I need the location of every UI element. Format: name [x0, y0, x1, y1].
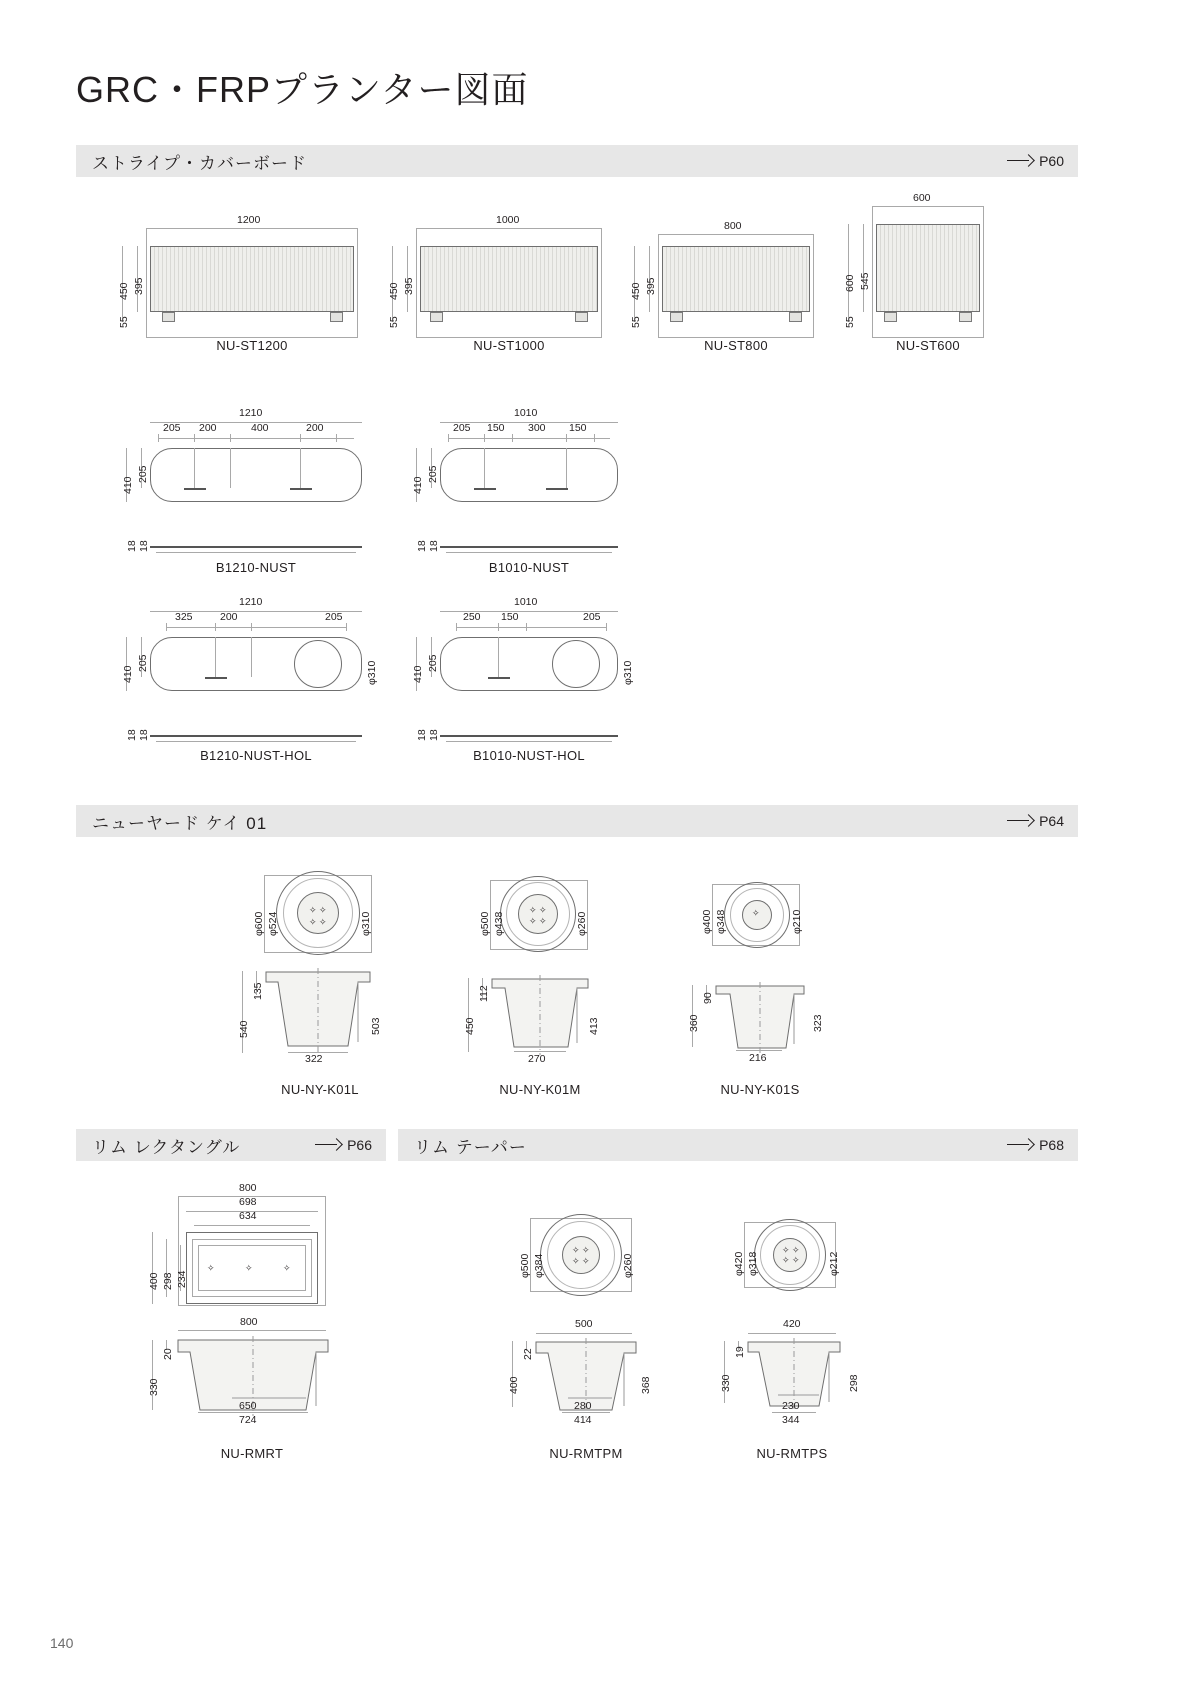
arrow-right-icon — [1007, 1140, 1033, 1150]
dim-540: 540 — [238, 1020, 250, 1038]
dim-height-55: 55 — [388, 316, 400, 328]
arrow-right-icon — [315, 1140, 341, 1150]
figure-caption: B1210-NUST — [215, 560, 297, 575]
dim-200: 200 — [220, 611, 238, 623]
dim-230: 230 — [782, 1400, 800, 1412]
page-title: GRC・FRPプランター図面 — [76, 69, 529, 110]
figure-caption: NU-NY-K01M — [499, 1082, 581, 1097]
dim-414: 414 — [574, 1414, 592, 1426]
section-profile — [262, 968, 374, 1058]
figure-caption: B1010-NUST-HOL — [473, 748, 585, 763]
dim-205v: 205 — [427, 654, 439, 672]
dim-150: 150 — [501, 611, 519, 623]
section-header-rim-taper — [398, 1129, 1078, 1161]
dim-18a: 18 — [416, 729, 428, 741]
dim-410: 410 — [412, 665, 424, 683]
dim-width: 600 — [913, 192, 931, 204]
dim-22: 22 — [522, 1348, 534, 1360]
dim-410: 410 — [412, 476, 424, 494]
dim-368: 368 — [640, 1376, 652, 1394]
dim-650: 650 — [239, 1400, 257, 1412]
dim-135: 135 — [252, 982, 264, 1000]
dim-503: 503 — [370, 1017, 382, 1035]
dim-634: 634 — [239, 1210, 257, 1222]
section-header-rim-rectangle — [76, 1129, 386, 1161]
dim-height-600: 600 — [844, 274, 856, 292]
dim-400: 400 — [251, 422, 269, 434]
dim-phi500: φ500 — [519, 1253, 531, 1278]
dim-724: 724 — [239, 1414, 257, 1426]
dim-phi500: φ500 — [479, 911, 491, 936]
dim-phi212: φ212 — [828, 1251, 840, 1276]
dim-phi384: φ384 — [533, 1253, 545, 1278]
arrow-right-icon — [1007, 816, 1033, 826]
dim-205: 205 — [325, 611, 343, 623]
dim-216: 216 — [749, 1052, 767, 1064]
dim-phi310: φ310 — [622, 660, 634, 685]
page-ref-label: P66 — [347, 1137, 372, 1153]
dim-205v: 205 — [137, 465, 149, 483]
dim-width: 800 — [724, 220, 742, 232]
dim-phi420: φ420 — [733, 1251, 745, 1276]
figure-caption: NU-RMTPM — [549, 1446, 623, 1461]
dim-1010: 1010 — [514, 596, 538, 608]
dim-height-55: 55 — [630, 316, 642, 328]
page-ref-label: P68 — [1039, 1137, 1064, 1153]
figure-caption: NU-ST800 — [704, 338, 768, 353]
dim-250: 250 — [463, 611, 481, 623]
dim-90: 90 — [702, 992, 714, 1004]
dim-phi310: φ310 — [366, 660, 378, 685]
page-number: 140 — [50, 1635, 74, 1651]
dim-112: 112 — [478, 985, 490, 1002]
dim-270: 270 — [528, 1053, 546, 1065]
dim-205: 205 — [163, 422, 181, 434]
dim-height-450: 450 — [118, 282, 130, 300]
dim-150a: 150 — [487, 422, 505, 434]
dim-height-395: 395 — [645, 277, 657, 295]
dim-200b: 200 — [306, 422, 324, 434]
dim-360: 360 — [688, 1014, 700, 1032]
dim-height-395: 395 — [133, 277, 145, 295]
dim-400: 400 — [508, 1376, 520, 1394]
dim-1010: 1010 — [514, 407, 538, 419]
dim-19: 19 — [734, 1346, 746, 1358]
section-title: リム レクタングル — [92, 1137, 241, 1157]
figure-caption: B1010-NUST — [488, 560, 570, 575]
dim-205v: 205 — [137, 654, 149, 672]
dim-1210: 1210 — [239, 596, 263, 608]
figure-caption: NU-NY-K01L — [281, 1082, 359, 1097]
figure-caption: B1210-NUST-HOL — [200, 748, 312, 763]
dim-280: 280 — [574, 1400, 592, 1412]
figure-caption: NU-ST600 — [896, 338, 960, 353]
dim-410: 410 — [122, 476, 134, 494]
dim-298: 298 — [162, 1272, 174, 1290]
dim-323: 323 — [812, 1014, 824, 1032]
dim-height-450: 450 — [388, 282, 400, 300]
dim-width: 1000 — [496, 214, 520, 226]
section-profile — [488, 975, 592, 1057]
dim-400: 400 — [148, 1272, 160, 1290]
dim-800: 800 — [239, 1182, 257, 1194]
arrow-right-icon — [1007, 156, 1033, 166]
dim-330: 330 — [148, 1378, 160, 1396]
section-header-new-yard-kei-01 — [76, 805, 1078, 837]
section-title: ニューヤード ケイ 01 — [92, 813, 268, 833]
dim-1210: 1210 — [239, 407, 263, 419]
dim-150b: 150 — [569, 422, 587, 434]
section-title: ストライプ・カバーボード — [92, 153, 307, 173]
dim-330: 330 — [720, 1374, 732, 1392]
dim-205: 205 — [583, 611, 601, 623]
dim-18a: 18 — [416, 540, 428, 552]
dim-18a: 18 — [126, 729, 138, 741]
dim-800b: 800 — [240, 1316, 258, 1328]
dim-20: 20 — [162, 1348, 174, 1360]
catalog-page: GRC・FRPプランター図面 ストライプ・カバーボード P60 1200 450 395 55 NU-ST1200 1000 450 395 55 NU-ST1000 800 450 395 55 NU-ST800 600 600 545 55 NU-ST600 1210 205 200 400 200 410 205 18 18 B1210-NUST 1010 205 150 300 150 410 205 18 18 B1010-NUST 1210 325 200 205 410 205 φ310 18 18 B1210-NUST-HOL 1010 250 150 205 410 205 φ310 18 18 B1010-NUST-HOL ニューヤード ケイ 01 P64 ✧ ✧ ✧ ✧ φ600 φ524 φ310 540 135 503 322 NU-NY-K01L ✧ ✧ ✧ ✧ φ500 φ438 φ260 450 112 413 270 NU-NY-K01M ✧ φ400 φ348 φ210 360 90 323 216 NU-NY-K01S リム レクタングル P66 リム テーパー P68 800 698 634 ✧ ✧ ✧ 400 298 234 800 330 20 650 724 NU-RMRT ✧ ✧ ✧ ✧ φ500 φ384 φ260 500 400 22 368 280 414 NU-RMTPM ✧ ✧ ✧ ✧ φ420 φ318 φ212 420 330 19 298 230 344 NU-RMTPS 140 — [0, 0, 1200, 1697]
section-page-ref[interactable] — [1007, 153, 1064, 169]
section-header-stripe-coverboard — [76, 145, 1078, 177]
dim-450: 450 — [464, 1017, 476, 1035]
dim-phi210: φ210 — [791, 909, 803, 934]
figure-caption: NU-NY-K01S — [720, 1082, 800, 1097]
dim-420: 420 — [783, 1318, 801, 1330]
figure-caption: NU-ST1000 — [473, 338, 545, 353]
dim-325: 325 — [175, 611, 193, 623]
section-page-ref[interactable] — [315, 1137, 372, 1153]
dim-234: 234 — [176, 1270, 188, 1288]
section-page-ref[interactable] — [1007, 1137, 1064, 1153]
section-profile — [712, 982, 808, 1056]
dim-500: 500 — [575, 1318, 593, 1330]
dim-18b: 18 — [428, 540, 440, 552]
dim-410: 410 — [122, 665, 134, 683]
dim-205v: 205 — [427, 465, 439, 483]
dim-phi348: φ348 — [715, 909, 727, 934]
section-title: リム テーパー — [414, 1137, 527, 1157]
page-ref-label: P64 — [1039, 813, 1064, 829]
dim-698: 698 — [239, 1196, 257, 1208]
dim-18b: 18 — [138, 540, 150, 552]
dim-height-55: 55 — [844, 316, 856, 328]
dim-height-545: 545 — [859, 272, 871, 290]
figure-caption: NU-RMTPS — [756, 1446, 828, 1461]
dim-phi438: φ438 — [493, 911, 505, 936]
dim-phi260: φ260 — [576, 911, 588, 936]
dim-205: 205 — [453, 422, 471, 434]
dim-height-55: 55 — [118, 316, 130, 328]
dim-phi524: φ524 — [267, 911, 279, 936]
figure-caption: NU-ST1200 — [216, 338, 288, 353]
dim-height-450: 450 — [630, 282, 642, 300]
dim-width: 1200 — [237, 214, 261, 226]
dim-phi310: φ310 — [360, 911, 372, 936]
dim-322: 322 — [305, 1053, 323, 1065]
figure-caption: NU-RMRT — [220, 1446, 284, 1461]
dim-298: 298 — [848, 1374, 860, 1392]
dim-phi600: φ600 — [253, 911, 265, 936]
dim-height-395: 395 — [403, 277, 415, 295]
dim-344: 344 — [782, 1414, 800, 1426]
dim-18b: 18 — [428, 729, 440, 741]
dim-18a: 18 — [126, 540, 138, 552]
dim-phi260: φ260 — [622, 1253, 634, 1278]
dim-phi318: φ318 — [747, 1251, 759, 1276]
dim-200a: 200 — [199, 422, 217, 434]
section-page-ref[interactable] — [1007, 813, 1064, 829]
page-ref-label: P60 — [1039, 153, 1064, 169]
dim-413: 413 — [588, 1017, 600, 1035]
dim-18b: 18 — [138, 729, 150, 741]
dim-300: 300 — [528, 422, 546, 434]
dim-phi400: φ400 — [701, 909, 713, 934]
